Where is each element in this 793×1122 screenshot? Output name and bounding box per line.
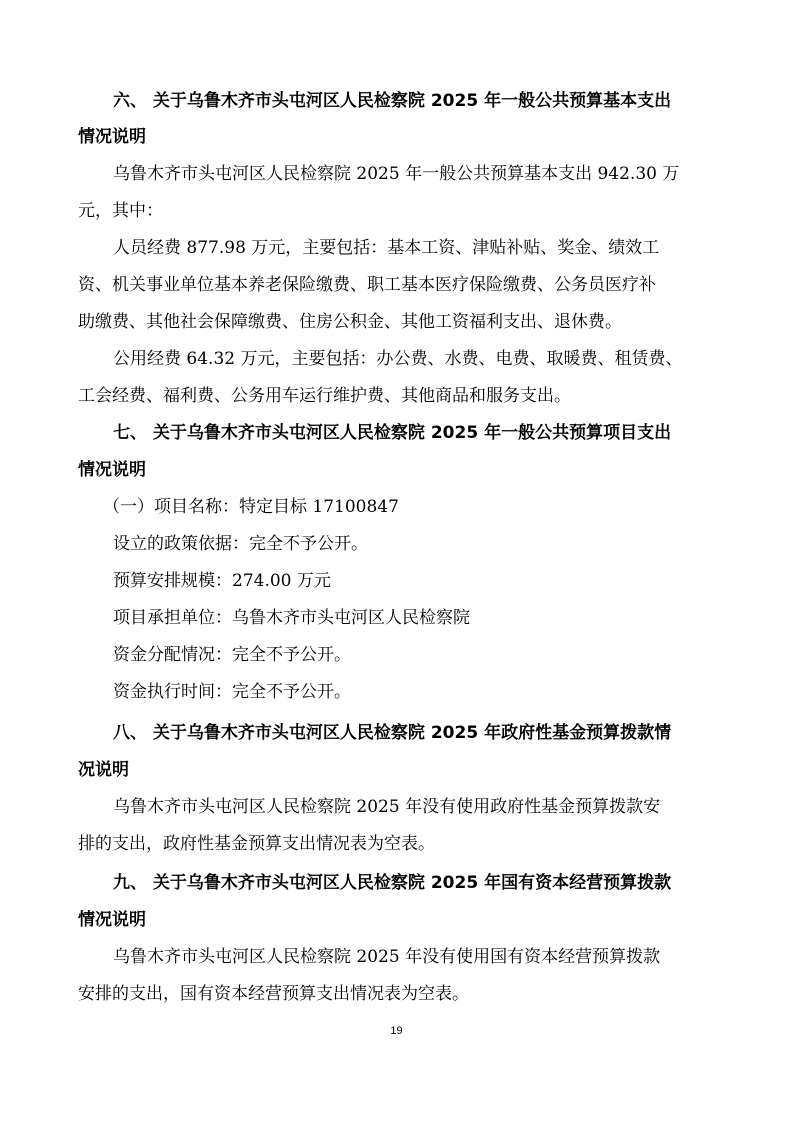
section-7-execution-time: 资金执行时间：完全不予公开。: [113, 682, 351, 702]
section-6-heading-line1: 六、 关于乌鲁木齐市头屯河区人民检察院 2025 年一般公共预算基本支出: [113, 91, 672, 111]
section-8-heading-line1: 八、 关于乌鲁木齐市头屯河区人民检察院 2025 年政府性基金预算拨款情: [113, 723, 672, 743]
section-9-paragraph-line2: 安排的支出，国有资本经营预算支出情况表为空表。: [78, 984, 469, 1004]
section-7-heading-line2: 情况说明: [78, 460, 146, 480]
section-7-undertaking-unit: 项目承担单位：乌鲁木齐市头屯河区人民检察院: [113, 608, 470, 628]
section-9-heading-line1: 九、 关于乌鲁木齐市头屯河区人民检察院 2025 年国有资本经营预算拨款: [113, 873, 672, 893]
section-6-paragraph1-line2: 元，其中：: [78, 201, 163, 221]
section-7-fund-allocation: 资金分配情况：完全不予公开。: [113, 645, 351, 665]
section-9-paragraph-line1: 乌鲁木齐市头屯河区人民检察院 2025 年没有使用国有资本经营预算拨款: [113, 947, 661, 967]
section-7-heading-line1: 七、 关于乌鲁木齐市头屯河区人民检察院 2025 年一般公共预算项目支出: [113, 423, 672, 443]
section-6-paragraph2-line1: 人员经费 877.98 万元，主要包括：基本工资、津贴补贴、奖金、绩效工: [113, 238, 660, 258]
section-6-paragraph2-line3: 助缴费、其他社会保障缴费、住房公积金、其他工资福利支出、退休费。: [78, 312, 622, 332]
section-6-heading-line2: 情况说明: [78, 127, 146, 147]
page-number: 19: [390, 1025, 403, 1037]
section-7-project-name: （一）项目名称：特定目标 17100847: [103, 497, 399, 517]
section-8-paragraph-line2: 排的支出，政府性基金预算支出情况表为空表。: [78, 834, 435, 854]
section-6-paragraph3-line2: 工会经费、福利费、公务用车运行维护费、其他商品和服务支出。: [78, 386, 571, 406]
section-9-heading-line2: 情况说明: [78, 910, 146, 930]
section-6-paragraph1-line1: 乌鲁木齐市头屯河区人民检察院 2025 年一般公共预算基本支出 942.30 万: [113, 164, 680, 184]
section-6-paragraph2-line2: 资、机关事业单位基本养老保险缴费、职工基本医疗保险缴费、公务员医疗补: [78, 275, 656, 295]
section-7-budget-scale: 预算安排规模：274.00 万元: [113, 571, 331, 591]
section-6-paragraph3-line1: 公用经费 64.32 万元，主要包括：办公费、水费、电费、取暖费、租赁费、: [113, 349, 683, 369]
section-8-heading-line2: 况说明: [78, 760, 129, 780]
section-8-paragraph-line1: 乌鲁木齐市头屯河区人民检察院 2025 年没有使用政府性基金预算拨款安: [113, 797, 661, 817]
section-7-policy-basis: 设立的政策依据：完全不予公开。: [113, 534, 368, 554]
